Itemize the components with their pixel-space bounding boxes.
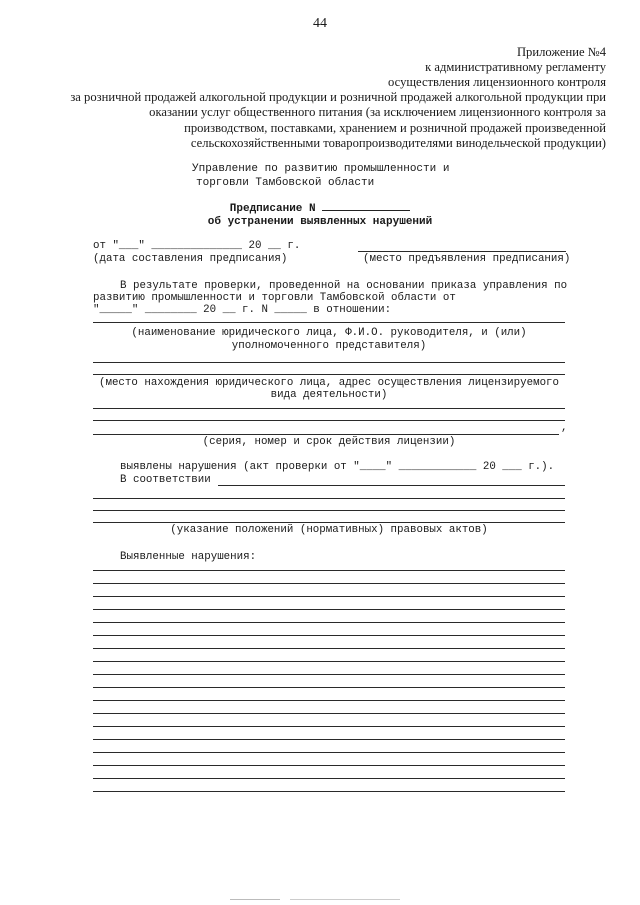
acts-line-3[interactable] [93, 522, 565, 523]
license-caption: (серия, номер и срок действия лицензии) [202, 436, 456, 448]
scan-artifact [230, 899, 280, 900]
date-field-label: от "___" ______________ 20 __ г. [93, 240, 301, 252]
entity-field-line[interactable] [93, 322, 565, 323]
violation-line[interactable] [93, 622, 565, 623]
location-caption-2: вида деятельности) [270, 389, 388, 401]
violation-line[interactable] [93, 713, 565, 714]
appendix-header [388, 45, 606, 90]
location-extra-line-2[interactable] [93, 420, 565, 421]
violations-label: Выявленные нарушения: [120, 551, 257, 563]
violation-line[interactable] [93, 778, 565, 779]
entity-extra-line[interactable] [93, 362, 565, 363]
prescription-heading [0, 200, 640, 216]
place-caption: (место предъявления предписания) [363, 253, 571, 265]
scan-artifact [290, 899, 400, 900]
place-field-line[interactable] [358, 251, 566, 252]
violation-line[interactable] [93, 739, 565, 740]
page-number: 44 [313, 16, 327, 31]
body-line-3: "_____" ________ 20 __ г. N _____ в отношении: [93, 304, 392, 316]
violation-line[interactable] [93, 661, 565, 662]
prescription-subtitle: об устранении выявленных нарушений [207, 216, 433, 228]
body-line-2: развитию промышленности и торговли Тамбовской области от [93, 292, 456, 304]
appendix-title: за розничной продажей алкогольной продукции и розничной продажей алкогольной продукции при оказании услуг общественного питания (за исключением лицензионного контроля за производством, поставками, хранением и розничной продажей произведенной сельскохозяйственными товаропроизводителями винодельческой продукции) [70, 90, 606, 151]
violation-line[interactable] [93, 635, 565, 636]
authority-name [192, 162, 449, 190]
violation-line[interactable] [93, 596, 565, 597]
appendix-number: Приложение №4 [516, 45, 606, 59]
violation-line[interactable] [93, 687, 565, 688]
appendix-control: осуществления лицензионного контроля [388, 75, 606, 89]
entity-caption: (наименование юридического лица, Ф.И.О. руководителя, и (или) [131, 327, 527, 339]
violation-line[interactable] [93, 765, 565, 766]
authority-line-1: Управление по развитию промышленности и [192, 163, 450, 175]
violation-line[interactable] [93, 609, 565, 610]
violations-found-text: выявлены нарушения (акт проверки от "____" ____________ 20 ___ г.). [120, 461, 555, 473]
violation-line[interactable] [93, 674, 565, 675]
location-field-line[interactable] [93, 374, 565, 375]
violation-line[interactable] [93, 726, 565, 727]
document-title [0, 200, 640, 229]
violation-line[interactable] [93, 791, 565, 792]
appendix-regulation: к административному регламенту [425, 60, 606, 74]
violation-line[interactable] [93, 583, 565, 584]
license-comma: , [561, 422, 568, 434]
location-extra-line-1[interactable] [93, 408, 565, 409]
in-accordance-line[interactable] [218, 485, 565, 486]
acts-line-1[interactable] [93, 498, 565, 499]
prescription-heading-text: Предписание N [229, 203, 316, 215]
authority-line-2: торговли Тамбовской области [196, 177, 375, 189]
prescription-number-field[interactable] [322, 200, 410, 211]
violation-line[interactable] [93, 570, 565, 571]
in-accordance-label: В соответствии [120, 474, 211, 486]
license-field-line[interactable] [93, 434, 559, 435]
violation-line[interactable] [93, 648, 565, 649]
body-line-1: В результате проверки, проведенной на основании приказа управления по [120, 280, 568, 292]
acts-line-2[interactable] [93, 510, 565, 511]
date-caption: (дата составления предписания) [93, 253, 288, 265]
violation-line[interactable] [93, 752, 565, 753]
acts-caption: (указание положений (нормативных) правовых актов) [170, 524, 488, 536]
violation-line[interactable] [93, 700, 565, 701]
location-caption: (место нахождения юридического лица, адрес осуществления лицензируемого [98, 377, 560, 389]
entity-caption-2: уполномоченного представителя) [231, 340, 427, 352]
